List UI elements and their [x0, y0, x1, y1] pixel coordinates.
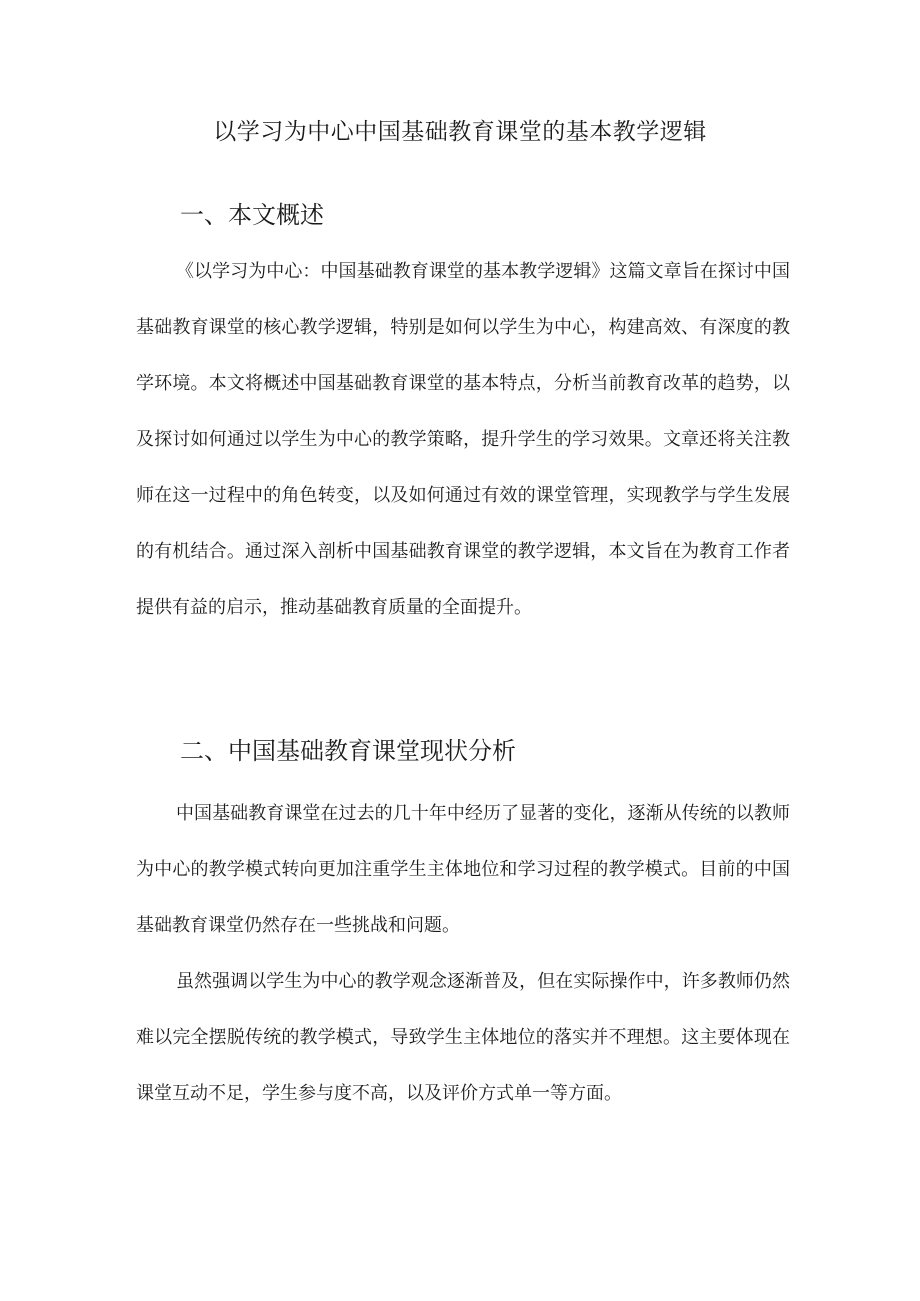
section-paragraph: 虽然强调以学生为中心的教学观念逐渐普及，但在实际操作中，许多教师仍然难以完全摆脱传统的教学模式，导致学生主体地位的落实并不理想。这主要体现在课堂互动不足，学生参与度不高，以及评价方式单一等方面。 [136, 971, 790, 1104]
section-paragraph: 中国基础教育课堂在过去的几十年中经历了显著的变化，逐渐从传统的以教师为中心的教学模式转向更加注重学生主体地位和学习过程的教学模式。目前的中国基础教育课堂仍然存在一些挑战和问题。 [136, 803, 790, 936]
section-paragraph: 《以学习为中心：中国基础教育课堂的基本教学逻辑》这篇文章旨在探讨中国基础教育课堂的核心教学逻辑，特别是如何以学生为中心，构建高效、有深度的教学环境。本文将概述中国基础教育课堂的基本特点，分析当前教育改革的趋势，以及探讨如何通过以学生为中心的教学策略，提升学生的学习效果。文章还将关注教师在这一过程中的角色转变，以及如何通过有效的课堂管理，实现教学与学生发展的有机结合。通过深入剖析中国基础教育课堂的教学逻辑，本文旨在为教育工作者提供有益的启示，推动基础教育质量的全面提升。 [136, 261, 790, 618]
section-heading-status-analysis: 二、中国基础教育课堂现状分析 [180, 737, 516, 765]
section-heading-overview: 一、本文概述 [180, 201, 324, 229]
document-title: 以学习为中心中国基础教育课堂的基本教学逻辑 [213, 119, 707, 145]
